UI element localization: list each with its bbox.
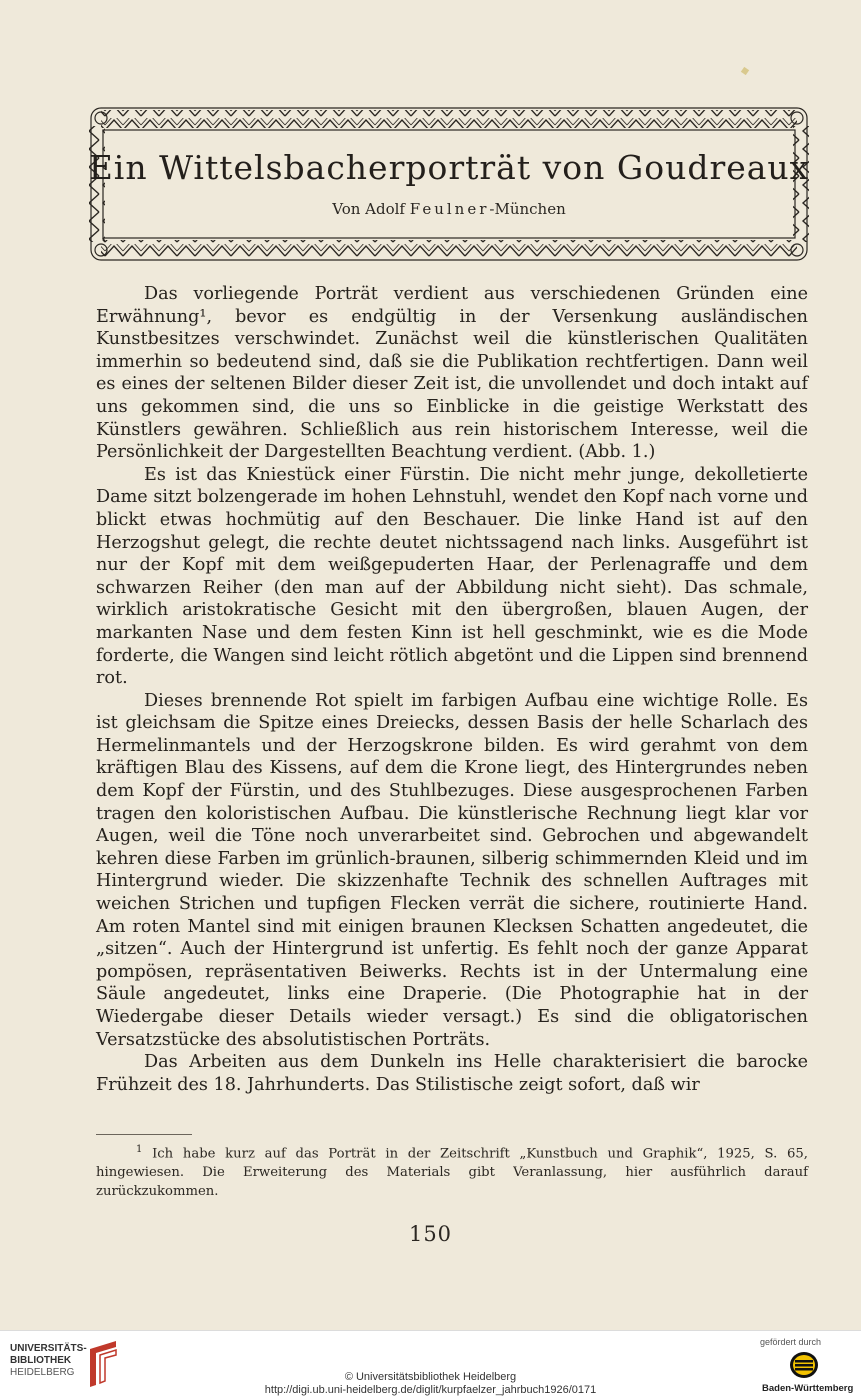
- paragraph: Das vorliegende Porträt verdient aus verschiedenen Gründen eine Erwähnung¹, bevor es endgültig in der Versenkung ausländischen Kunstbesitzes verschwindet. Zunächst weil die künstlerischen Qualitäten immerhin so bedeutend sind, daß sie die Publikation rechtfertigen. Dann weil es eines der seltenen Bilder dieser Zeit ist, die unvollendet und doch intakt auf uns gekommen sind, die uns so Einblicke in die geistige Werkstatt des Künstlers gewähren. Schließlich aus rein historischem Interesse, weil die Persönlichkeit der Dargestellten Beachtung verdient. (Abb. 1.): [96, 284, 808, 463]
- state-crest-icon: [789, 1351, 819, 1379]
- title-frame: [87, 104, 811, 264]
- footnote-divider: [96, 1134, 192, 1135]
- copyright-block: [0, 1371, 861, 1397]
- paper-stain: [741, 67, 749, 75]
- byline-suffix: -München: [489, 200, 566, 218]
- article-body: [96, 283, 808, 1096]
- author-name: Feulner: [409, 200, 490, 218]
- footnote: [96, 1140, 808, 1201]
- copyright-text: © Universitätsbibliothek Heidelberg: [344, 1371, 517, 1383]
- byline-prefix: Von Adolf: [332, 200, 405, 218]
- byline: [87, 200, 811, 218]
- paragraph: Das Arbeiten aus dem Dunkeln ins Helle charakterisiert die barocke Frühzeit des 18. Jahrhunderts. Das Stilistische zeigt sofort, daß wir: [96, 1052, 808, 1095]
- state-label: Baden-Württemberg: [762, 1383, 854, 1394]
- library-name-line3: HEIDELBERG: [10, 1367, 75, 1378]
- permalink-url[interactable]: http://digi.ub.uni-heidelberg.de/diglit/kurpfaelzer_jahrbuch1926/0171: [264, 1384, 597, 1396]
- paragraph: Es ist das Kniestück einer Fürstin. Die nicht mehr junge, dekolletierte Dame sitzt bolzengerade im hohen Lehnstuhl, wendet den Kopf nach vorne und blickt etwas hochmütig auf den Beschauer. Die linke Hand ist auf den Herzogshut gelegt, die rechte deutet nichtssagend nach links. Ausgeführt ist nur der Kopf mit dem weißgepuderten Haar, der Perlenagraffe und dem schwarzen Reiher (den man auf der Abbildung nicht sieht). Das schmale, wirklich aristokratische Gesicht mit den übergroßen, blauen Augen, der markanten Nase und dem festen Kinn ist hell geschminkt, wie es die Mode forderte, die Wangen sind leicht rötlich abgetönt und die Lippen sind brennend rot.: [96, 464, 808, 689]
- footnote-text: Ich habe kurz auf das Porträt in der Zeitschrift „Kunstbuch und Graphik“, 1925, S. 65, hingewiesen. Die Erweiterung des Materials gibt Veranlassung, hier ausführlich darauf zurückzukommen.: [96, 1146, 808, 1200]
- footnote-marker: 1: [136, 1144, 143, 1155]
- library-name-line2: BIBLIOTHEK: [10, 1355, 72, 1366]
- article-title: Ein Wittelsbacherporträt von Goudreaux: [88, 148, 810, 187]
- viewer-footer: [0, 1330, 861, 1397]
- library-name-line1: UNIVERSITÄTS-: [10, 1343, 87, 1354]
- page-number: 150: [408, 1222, 453, 1246]
- funded-by-label: gefördert durch: [760, 1337, 822, 1347]
- paragraph: Dieses brennende Rot spielt im farbigen Aufbau eine wichtige Rolle. Es ist gleichsam die Spitze eines Dreiecks, dessen Basis der helle Scharlach des Hermelinmantels und der Herzogskrone bilden. Es wird gerahmt von dem kräftigen Blau des Kissens, auf dem die Krone liegt, des Hintergrundes neben dem Kopf der Fürstin, und des Stuhlbezuges. Diese ausgesprochenen Farben tragen den koloristischen Aufbau. Die künstlerische Rechnung liegt klar vor Augen, weil die Töne noch unverarbeitet sind. Gebrochen und abgewandelt kehren diese Farben im grünlich-braunen, silberig schimmernden Kleid und im Hintergrund wieder. Die skizzenhafte Technik des schnellen Auftrages mit weichen Strichen und tupfigen Flecken verrät die sichere, routinierte Hand. Am roten Mantel sind mit einigen braunen Klecksen Schatten angedeutet, die „sitzen“. Auch der Hintergrund ist unfertig. Es fehlt noch der ganze Apparat pompösen, repräsentativen Beiwerks. Rechts ist in der Untermalung eine Säule angedeutet, links eine Draperie. (Die Photographie hat in der Wiedergabe dieser Details wieder versagt.) Es sind die obligatorischen Versatzstücke des absolutistischen Porträts.: [96, 690, 808, 1050]
